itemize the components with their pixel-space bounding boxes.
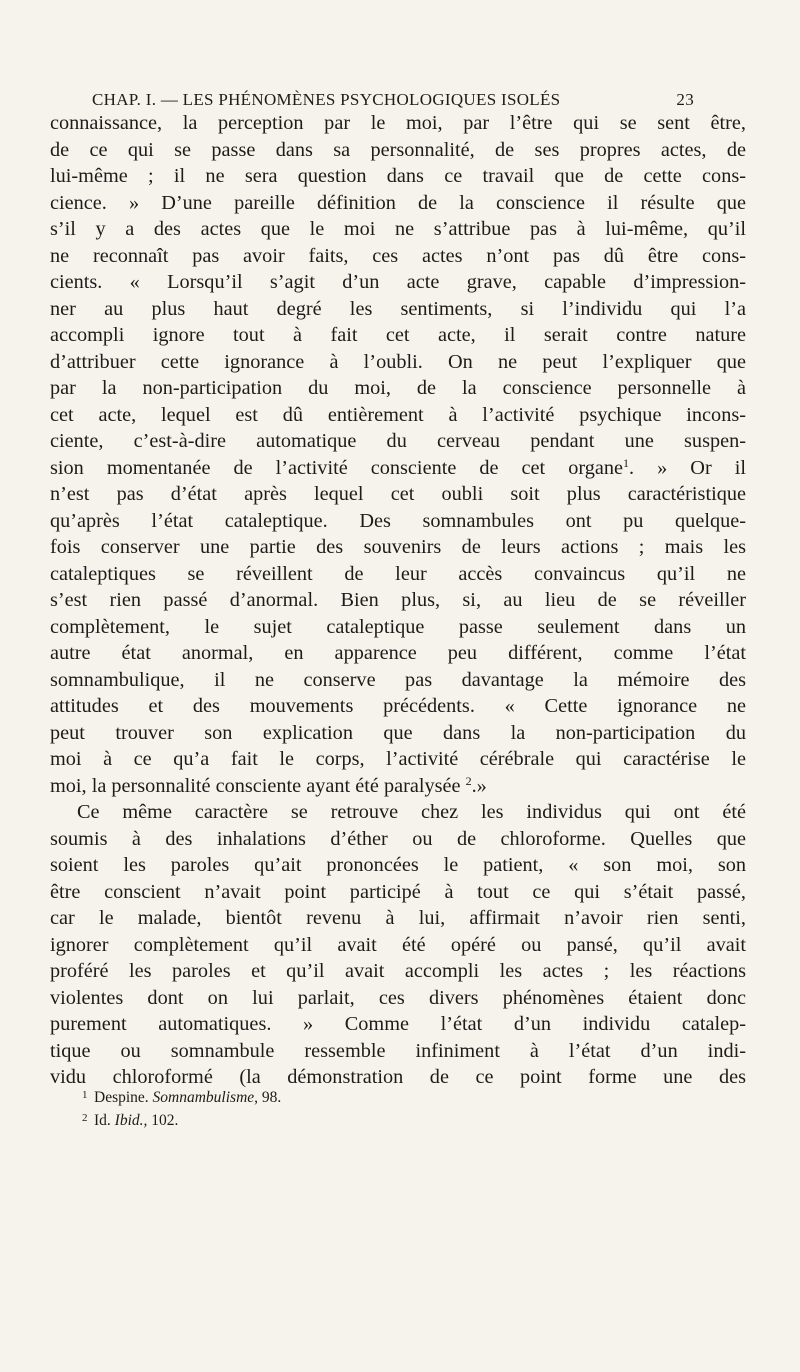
text-line: qu’après l’état cataleptique. Des somnambules ont pu quelque-	[50, 509, 746, 532]
text-line: peut trouver son explication que dans la non-participation du	[50, 721, 746, 744]
text-line: par la non-participation du moi, de la conscience personnelle à	[50, 377, 746, 399]
text-line: lui-même ; il ne sera question dans ce travail que de cette cons-	[50, 165, 746, 187]
text-line: accompli ignore tout à fait cet acte, il serait contre nature	[50, 324, 746, 346]
footnote-work: Somnambulisme,	[152, 1089, 259, 1106]
text-line: autre état anormal, en apparence peu différent, comme l’état	[50, 642, 746, 664]
text-line: ner au plus haut degré les sentiments, si l’individu qui l’a	[50, 297, 746, 320]
footnote-reference[interactable]: 2	[465, 773, 472, 788]
body-text	[50, 110, 746, 1091]
footnote-page: 102.	[151, 1112, 179, 1129]
footnote-mark: 1	[82, 1089, 88, 1101]
text-line: soient les paroles qu’ait prononcées le patient, « son moi, son	[50, 854, 746, 876]
text-line: fois conserver une partie des souvenirs de leurs actions ; mais les	[50, 536, 746, 558]
text-fragment: moi, la personnalité consciente ayant été paralysée	[50, 774, 461, 797]
page-number: 23	[676, 90, 694, 109]
text-line: s’il y a des actes que le moi ne s’attribue pas à lui-même, qu’il	[50, 218, 746, 240]
text-line: tique ou somnambule ressemble infiniment à l’état d’un indi-	[50, 1039, 746, 1062]
text-line-with-footnote	[50, 773, 746, 800]
text-line: attitudes et des mouvements précédents. « Cette ignorance ne	[50, 695, 746, 717]
text-line: somnambulique, il ne conserve pas davantage la mémoire des	[50, 668, 746, 691]
text-fragment: .»	[471, 774, 487, 797]
footnote-author: Id.	[94, 1112, 111, 1129]
text-line: n’est pas d’état après lequel cet oubli soit plus caractéristique	[50, 483, 746, 505]
footnote-mark: 2	[82, 1112, 88, 1124]
text-line: d’attribuer cette ignorance à l’oubli. On ne peut l’expliquer que	[50, 350, 746, 373]
text-fragment: sion momentanée de l’activité consciente de cet organe	[50, 456, 624, 479]
footnote-page: 98.	[261, 1089, 282, 1106]
text-line: vidu chloroformé (la démonstration de ce point forme une des	[50, 1066, 746, 1088]
text-line: cients. « Lorsqu’il s’agit d’un acte grave, capable d’impression-	[50, 271, 746, 293]
footnotes	[82, 1085, 682, 1131]
paragraph-start-line: Ce même caractère se retrouve chez les individus qui ont été	[77, 801, 746, 823]
footnote-reference[interactable]: 1	[623, 455, 630, 470]
footnote	[82, 1085, 682, 1108]
text-line: proféré les paroles et qu’il avait accompli les actes ; les réactions	[50, 960, 746, 982]
text-line: soumis à des inhalations d’éther ou de chloroforme. Quelles que	[50, 827, 746, 850]
text-line: moi à ce qu’a fait le corps, l’activité cérébrale qui caractérise le	[50, 748, 746, 770]
text-line: car le malade, bientôt revenu à lui, affirmait n’avoir rien senti,	[50, 907, 746, 929]
text-line: cience. » D’une pareille définition de la conscience il résulte que	[50, 191, 746, 214]
text-line: ignorer complètement qu’il avait été opéré ou pansé, qu’il avait	[50, 933, 746, 956]
footnote-work: Ibid.,	[114, 1112, 148, 1129]
text-line: cataleptiques se réveillent de leur accès convaincus qu’il ne	[50, 562, 746, 585]
text-line: violentes dont on lui parlait, ces divers phénomènes étaient donc	[50, 986, 746, 1009]
text-line: connaissance, la perception par le moi, par l’être qui se sent être,	[50, 112, 746, 134]
text-line: ciente, c’est-à-dire automatique du cerveau pendant une suspen-	[50, 430, 746, 452]
text-fragment: . » Or il	[629, 456, 746, 479]
text-line-with-footnote	[50, 455, 746, 482]
footnote-author: Despine.	[94, 1089, 149, 1106]
text-line: de ce qui se passe dans sa personnalité, de ses propres actes, de	[50, 138, 746, 161]
running-head	[0, 88, 800, 112]
text-line: s’est rien passé d’anormal. Bien plus, si, au lieu de se réveiller	[50, 589, 746, 611]
text-line: ne reconnaît pas avoir faits, ces actes n’ont pas dû être cons-	[50, 244, 746, 267]
chapter-title: CHAP. I. — LES PHÉNOMÈNES PSYCHOLOGIQUES ISOLÉS	[92, 90, 561, 109]
text-line: purement automatiques. » Comme l’état d’un individu catalep-	[50, 1013, 746, 1035]
text-line: être conscient n’avait point participé à tout ce qui s’était passé,	[50, 880, 746, 903]
text-line: complètement, le sujet cataleptique passe seulement dans un	[50, 615, 746, 638]
footnote	[82, 1108, 682, 1131]
text-line: cet acte, lequel est dû entièrement à l’activité psychique incons-	[50, 403, 746, 426]
